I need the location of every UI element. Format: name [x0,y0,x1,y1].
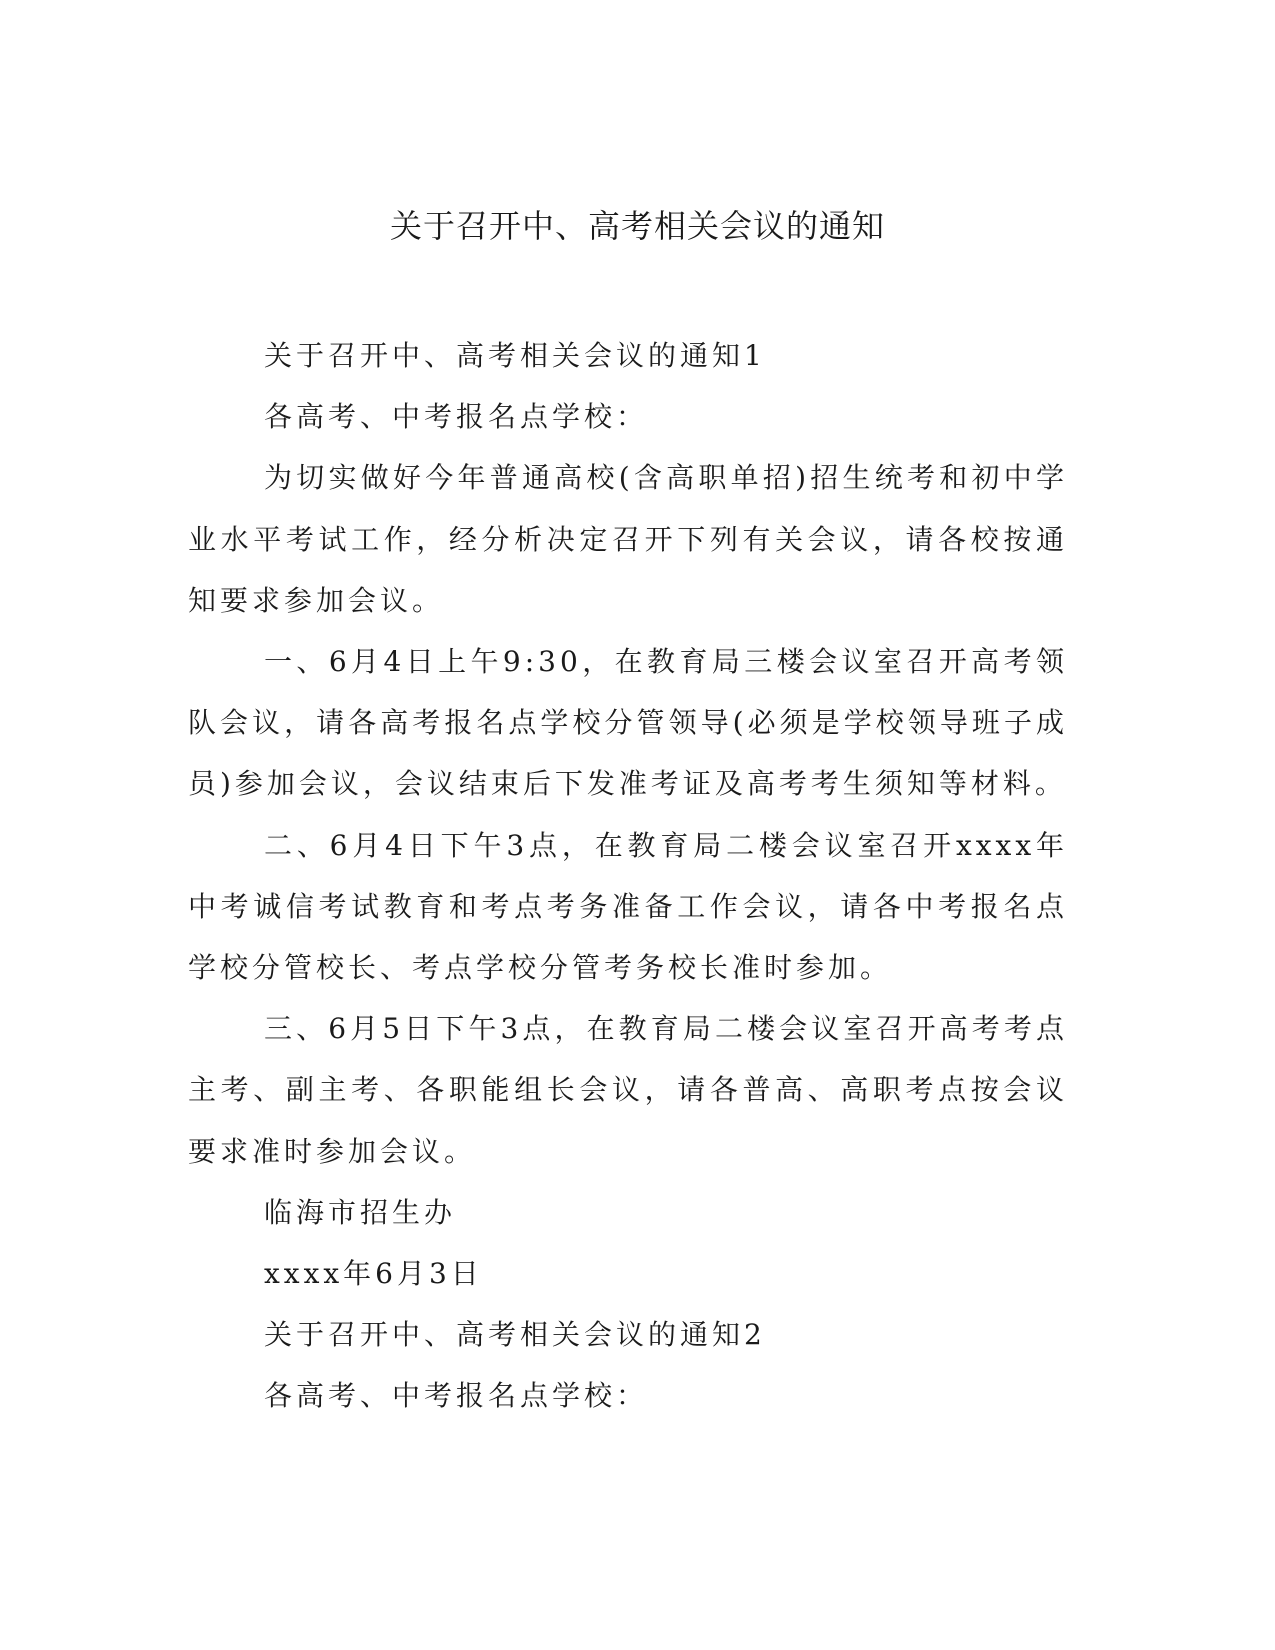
section-heading-2: 关于召开中、高考相关会议的通知2 [264,1318,766,1352]
salutation: 各高考、中考报名点学校： [264,400,649,434]
salutation-2: 各高考、中考报名点学校： [264,1379,649,1413]
item-two-paragraph: 二、6月4日下午3点，在教育局二楼会议室召开xxxx年中考诚信考试教育和考点考务准备工作会议，请各中考报名点学校分管校长、考点学校分管考务校长准时参加。 [188,828,1068,985]
signature-office: 临海市招生办 [264,1195,457,1229]
item-one-paragraph: 一、6月4日上午9:30，在教育局三楼会议室召开高考领队会议，请各高考报名点学校分管领导(必须是学校领导班子成员)参加会议，会议结束后下发准考证及高考考生须知等材料。 [188,645,1068,801]
document-title: 关于召开中、高考相关会议的通知 [389,207,885,245]
intro-paragraph: 为切实做好今年普通高校(含高职单招)招生统考和初中学业水平考试工作，经分析决定召开下列有关会议，请各校按通知要求参加会议。 [188,461,1068,617]
item-three-paragraph: 三、6月5日下午3点，在教育局二楼会议室召开高考考点主考、副主考、各职能组长会议，请各普高、高职考点按会议要求准时参加会议。 [188,1012,1068,1168]
signature-date: xxxx年6月3日 [264,1257,483,1291]
section-heading: 关于召开中、高考相关会议的通知1 [264,339,766,372]
document-body [188,325,1068,1427]
